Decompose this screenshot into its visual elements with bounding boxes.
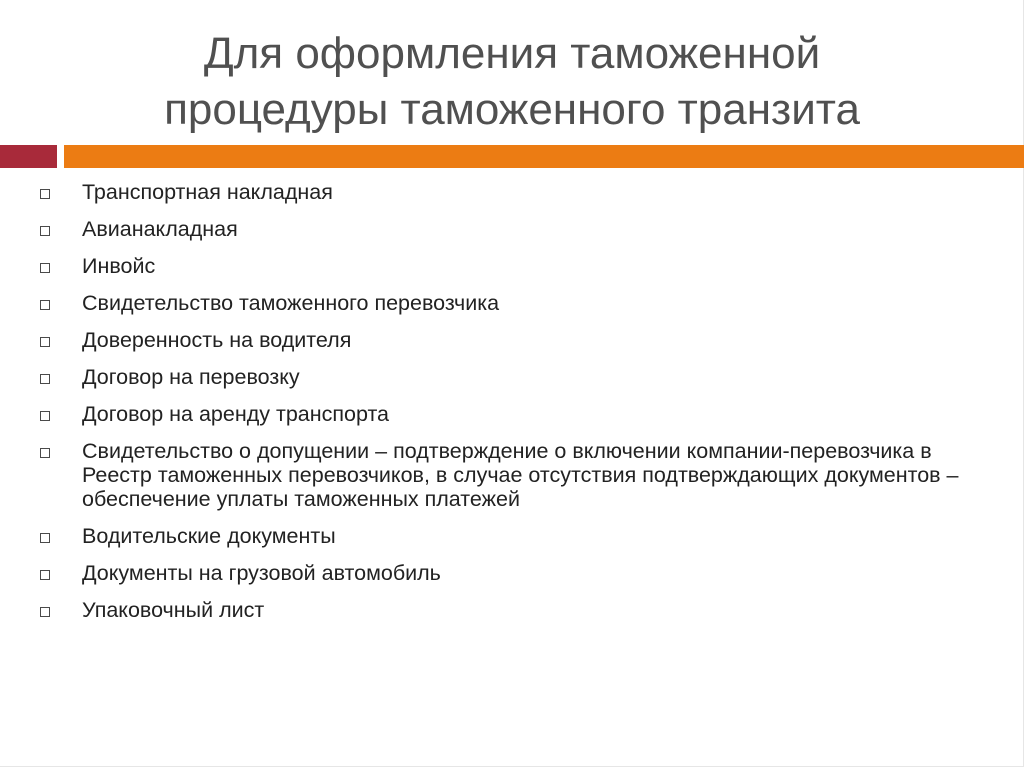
list-item	[40, 328, 980, 352]
list-item	[40, 217, 980, 241]
list-item-text: Инвойс	[82, 254, 156, 278]
list-item-text: Договор на аренду транспорта	[82, 402, 390, 426]
hollow-square-icon	[40, 263, 50, 273]
list-item-text: Свидетельство о допущении – подтверждение о включении компании-перевозчика в Реестр таможенных перевозчиков, в случае отсутствия подтверждающих документов – обеспечение уплаты таможенных платежей	[82, 439, 959, 511]
list-item	[40, 365, 980, 389]
list-item	[40, 180, 980, 204]
list-item-text: Водительские документы	[82, 524, 336, 548]
slide-title-line-2: процедуры таможенного транзита	[164, 85, 860, 134]
slide-title-line-1: Для оформления таможенной	[203, 29, 821, 78]
list-item-text: Упаковочный лист	[82, 598, 265, 622]
accent-bar-red	[0, 145, 57, 168]
list-item	[40, 561, 980, 585]
list-item-text: Договор на перевозку	[82, 365, 300, 389]
document-list	[40, 180, 980, 635]
hollow-square-icon	[40, 411, 50, 421]
list-item	[40, 439, 980, 511]
list-item	[40, 598, 980, 622]
hollow-square-icon	[40, 570, 50, 580]
accent-bar-orange	[64, 145, 1024, 168]
hollow-square-icon	[40, 226, 50, 236]
slide-title	[40, 26, 984, 138]
hollow-square-icon	[40, 607, 50, 617]
hollow-square-icon	[40, 533, 50, 543]
list-item	[40, 291, 980, 315]
list-item-text: Транспортная накладная	[82, 180, 333, 204]
hollow-square-icon	[40, 337, 50, 347]
list-item	[40, 254, 980, 278]
list-item	[40, 402, 980, 426]
list-item	[40, 524, 980, 548]
hollow-square-icon	[40, 374, 50, 384]
hollow-square-icon	[40, 448, 50, 458]
hollow-square-icon	[40, 189, 50, 199]
list-item-text: Свидетельство таможенного перевозчика	[82, 291, 500, 315]
hollow-square-icon	[40, 300, 50, 310]
list-item-text: Доверенность на водителя	[82, 328, 352, 352]
list-item-text: Документы на грузовой автомобиль	[82, 561, 441, 585]
list-item-text: Авианакладная	[82, 217, 238, 241]
